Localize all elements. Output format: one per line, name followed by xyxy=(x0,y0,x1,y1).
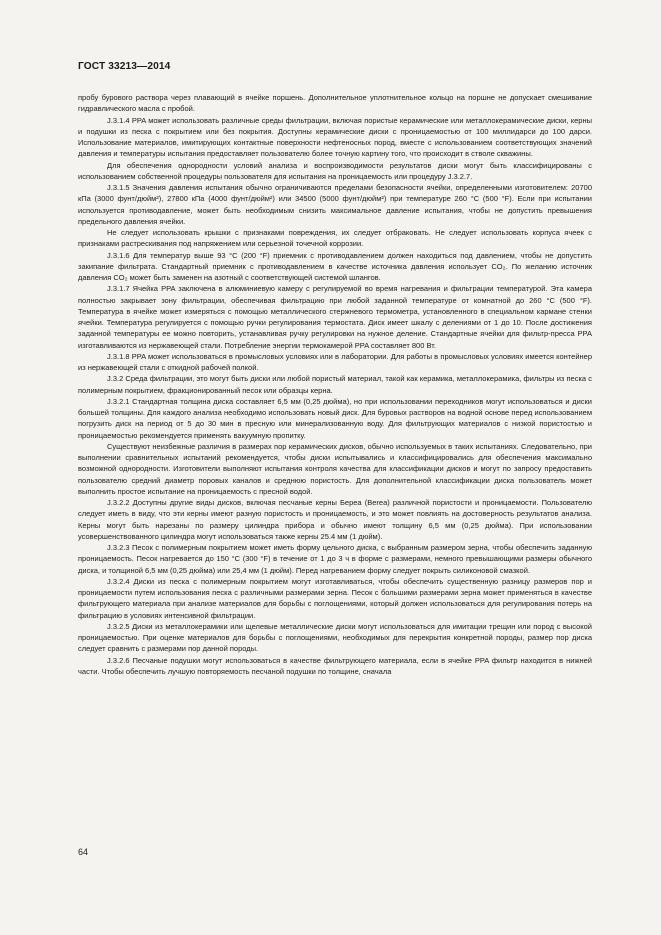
paragraph: J.3.2.6 Песчаные подушки могут использоваться в качестве фильтрующего материала, если в ячейке PPA фильтр находится в нижней части. Чтобы обеспечить лучшую повторяемость песчаной подушки по толщине, сначала xyxy=(78,655,592,676)
paragraph: J.3.2.4 Диски из песка с полимерным покрытием могут изготавливаться, чтобы обеспечить существенную разницу размеров пор и проницаемости путем использования песка с различными размерами зерна. Песок с большими размерами зерна может применяться в качестве фильтрующего материала при анализе материалов для борьбы с поглощениями, который должен использоваться для регулирования потерь на фильтрацию в условиях интенсивной фильтрации. xyxy=(78,576,592,620)
paragraph: J.3.2.3 Песок с полимерным покрытием может иметь форму цельного диска, с выбранным размером зерна, чтобы обеспечить заданную проницаемость. Песок нагревается до 150 °С (300 °F) в течение от 1 до 3 ч в форме с размерами, немного превышающими размеры обычного диска, и толщиной 6,5 мм (0,25 дюйма) или 25,4 мм (1 дюйм). Перед нагреванием форму следует покрыть силиконовой смазкой. xyxy=(78,543,592,575)
document-body xyxy=(78,92,592,677)
paragraph: J.3.2.2 Доступны другие виды дисков, включая песчаные керны Береа (Berea) различной пористости и проницаемости. Пользователю следует иметь в виду, что эти керны имеют разную пористость и проницаемость, и это может повлиять на достоверность результатов анализа. Керны могут быть нарезаны по размеру цилиндра прибора и обычно имеют толщину 6,5 мм (0,25 дюйма). При использовании усовершенствованного цилиндра могут использоваться также керны 25.4 мм (1 дюйм). xyxy=(78,498,592,541)
paragraph: J.3.1.8 PPA может использоваться в промысловых условиях или в лаборатории. Для работы в промысловых условиях имеется контейнер из нержавеющей стали с откидной рабочей полкой. xyxy=(78,351,592,372)
standard-header: ГОСТ 33213—2014 xyxy=(78,61,171,72)
paragraph: пробу бурового раствора через плавающий в ячейке поршень. Дополнительное уплотнительное кольцо на поршне не допускает смешивание гидравлического масла с пробой. xyxy=(78,93,592,114)
paragraph: Для обеспечения однородности условий анализа и воспроизводимости результатов диски могут быть классифицированы с использованием собственной процедуры пользователя для испытания на проницаемость или процедуру J.3.2.7. xyxy=(78,160,592,181)
paragraph: Не следует использовать крышки с признаками повреждения, их следует отбраковать. Не следует использовать корпуса ячеек с признаками растрескивания под напряжением или серьезной точечной коррозии. xyxy=(78,228,592,249)
paragraph: J.3.2.1 Стандартная толщина диска составляет 6,5 мм (0,25 дюйма), но при использовании переходников могут использоваться и диски большей толщины. Для каждого анализа необходимо использовать новый диск. Для буровых растворов на водной основе перед использованием погрузить диск на период от 5 до 30 мин в пресную или минерализованную воду. Для фильтрующих материалов с низкой пористостью и проницаемостью рекомендуется применять вакуумную пропитку. xyxy=(78,396,592,440)
paragraph: J.3.1.6 Для температур выше 93 °С (200 °F) приемник с противодавлением должен находиться под давлением, чтобы не допустить закипание фильтрата. Стандартный приемник с противодавлением в качестве источника давления использует CO₂. По желанию источник давления CO₂ может быть заменен на азотный с соответствующей системой шлангов. xyxy=(78,250,592,282)
paragraph: J.3.1.4 PPA может использовать различные среды фильтрации, включая пористые керамические или металлокерамические диски, керны и подушки из песка с покрытием или без покрытия. Доступны керамические диски с проницаемостью от 100 миллидарси до 100 дарси. Использование материалов, имитирующих контактные поверхности нефтеносных пород, вместе с использованием соответствующих значений давления и температуры испытания предоставляет пользователю более точную картину того, что происходит в стволе скважины. xyxy=(78,115,592,159)
paragraph: J.3.2.5 Диски из металлокерамики или щелевые металлические диски могут использоваться для имитации трещин или пород с высокой проницаемостью. При оценке материалов для борьбы с поглощениями, необходимых для перекрытия конкретной породы, размер пор диска следует сравнить с размерами пор данной породы. xyxy=(78,621,592,654)
page-number: 64 xyxy=(78,847,89,857)
paragraph: J.3.1.5 Значения давления испытания обычно ограничиваются пределами безопасности ячейки, определенными изготовителем: 20700 кПа (3000 фунт/дюйм²), 27800 кПа (4000 фунт/дюйм²) или 34500 (5000 фунт/дюйм²) при температуре 260 °С (500 °F). Если при испытании используется противодавление, может быть необходимым снизить максимальное давление испытания, чтобы не допустить превышения предельного давления ячейки. xyxy=(78,183,592,226)
paragraph: J.3.1.7 Ячейка PPA заключена в алюминиевую камеру с регулируемой во время нагревания и фильтрации температурой. Эта камера полностью закрывает зону фильтрации, обеспечивая фильтрацию при любой заданной температуре от комнатной до 260 °С (500 °F). Температура в ячейке может измеряться с помощью металлического стержневого термометра, установленного в специальном кармане стенки ячейки. Температура регулируется с помощью ручки регулирования термостата. Диск имеет шкалу с делениями от 1 до 10. После достижения заданной температуры ее можно повторить, устанавливая ручку регулировки на нужное деление. Стандартные ячейки для фильтр-пресса PPA изготавливаются из нержавеющей стали. Потребление энергии термокамерой PPA составляет 800 Вт. xyxy=(78,284,592,350)
paragraph: J.3.2 Среда фильтрации, это могут быть диски или любой пористый материал, такой как керамика, металлокерамика, фильтры из песка с полимерным покрытием, фракционированный песок или образцы керна. xyxy=(78,374,592,395)
paragraph: Существуют неизбежные различия в размерах пор керамических дисков, обычно используемых в таких испытаниях. Следовательно, при выполнении сравнительных испытаний рекомендуется, чтобы диски испытывались и классифицировались для обеспечения максимально возможной однородности. Изготовители выполняют испытания контроля качества для классификации дисков и могут по запросу предоставить пользователю средний диаметр поровых каналов и среднюю пористость. Для дополнительной классификации диска пользователь может выполнить простое испытание на проницаемость с пресной водой. xyxy=(78,441,592,496)
